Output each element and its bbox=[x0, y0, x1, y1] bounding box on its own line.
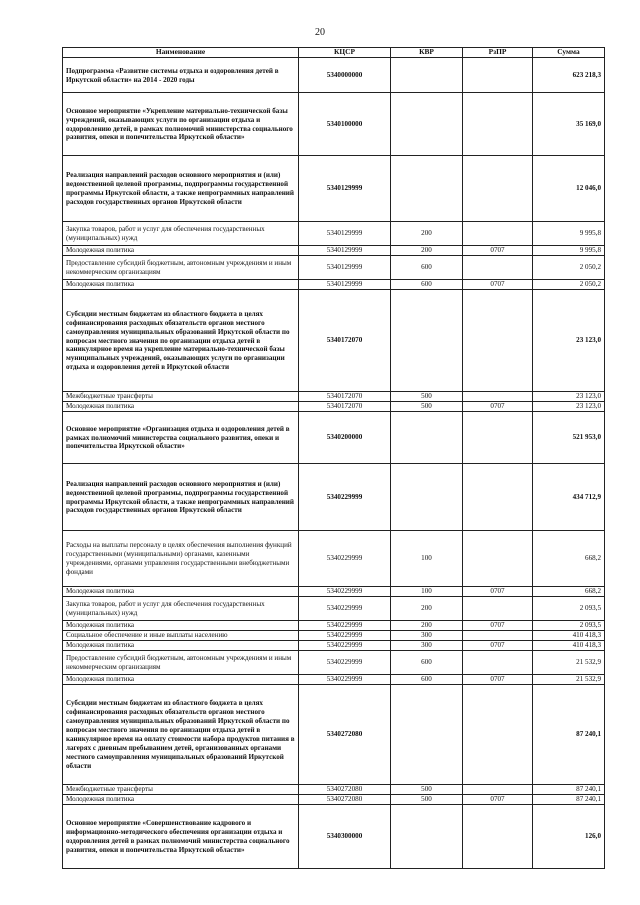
row-kcsr-cell: 5340229999 bbox=[299, 621, 391, 631]
row-sum-cell: 434 712,9 bbox=[533, 464, 605, 531]
row-kcsr-cell: 5340129999 bbox=[299, 256, 391, 280]
row-rzpr-cell bbox=[463, 222, 533, 246]
row-sum-cell: 2 050,2 bbox=[533, 280, 605, 290]
row-kvr-cell: 600 bbox=[391, 651, 463, 675]
row-rzpr-cell bbox=[463, 685, 533, 785]
row-name-cell: Подпрограмма «Развитие системы отдыха и оздоровления детей в Иркутской области» на 2014 - 2020 годы bbox=[63, 58, 299, 93]
row-name-cell: Закупка товаров, работ и услуг для обеспечения государственных (муниципальных) нужд bbox=[63, 597, 299, 621]
row-name-cell: Межбюджетные трансферты bbox=[63, 785, 299, 795]
table-row bbox=[63, 685, 605, 785]
row-sum-cell: 126,0 bbox=[533, 805, 605, 869]
row-kvr-cell: 100 bbox=[391, 531, 463, 587]
row-rzpr-cell bbox=[463, 58, 533, 93]
row-sum-cell: 623 218,3 bbox=[533, 58, 605, 93]
row-kvr-cell: 200 bbox=[391, 246, 463, 256]
table-row bbox=[63, 256, 605, 280]
row-name-cell: Молодежная политика bbox=[63, 795, 299, 805]
row-rzpr-cell bbox=[463, 805, 533, 869]
table-row bbox=[63, 290, 605, 392]
row-rzpr-cell bbox=[463, 412, 533, 464]
row-sum-cell: 2 050,2 bbox=[533, 256, 605, 280]
row-rzpr-cell bbox=[463, 464, 533, 531]
row-kcsr-cell: 5340000000 bbox=[299, 58, 391, 93]
table-row bbox=[63, 58, 605, 93]
table-row bbox=[63, 621, 605, 631]
table-row bbox=[63, 402, 605, 412]
row-name-cell: Молодежная политика bbox=[63, 246, 299, 256]
row-kvr-cell bbox=[391, 412, 463, 464]
row-kcsr-cell: 5340172070 bbox=[299, 290, 391, 392]
row-sum-cell: 2 093,5 bbox=[533, 597, 605, 621]
table-row bbox=[63, 805, 605, 869]
row-sum-cell: 23 123,0 bbox=[533, 392, 605, 402]
row-name-cell: Реализация направлений расходов основного мероприятия и (или) ведомственной целевой программы, подпрограммы государственной программы Иркутской области, а также непрограммных направлений расходов государственных органов Иркутской области bbox=[63, 156, 299, 222]
table-row bbox=[63, 531, 605, 587]
row-rzpr-cell: 0707 bbox=[463, 675, 533, 685]
row-sum-cell: 23 123,0 bbox=[533, 290, 605, 392]
row-kvr-cell: 300 bbox=[391, 631, 463, 641]
row-kcsr-cell: 5340229999 bbox=[299, 587, 391, 597]
row-name-cell: Субсидии местным бюджетам из областного бюджета в целях софинансирования расходных обязательств органов местного самоуправления муниципальных образований Иркутской области по вопросам местного значения по организации отдыха детей в каникулярное время на укрепление материально-технической базы муниципальных учреждений, оказывающих услуги по организации отдыха и оздоровления детей в Иркутской области bbox=[63, 290, 299, 392]
row-kvr-cell: 600 bbox=[391, 675, 463, 685]
row-sum-cell: 87 240,1 bbox=[533, 795, 605, 805]
row-kcsr-cell: 5340229999 bbox=[299, 531, 391, 587]
table-row bbox=[63, 246, 605, 256]
row-rzpr-cell bbox=[463, 597, 533, 621]
table-body bbox=[63, 58, 605, 869]
row-rzpr-cell bbox=[463, 392, 533, 402]
row-rzpr-cell bbox=[463, 256, 533, 280]
row-kvr-cell: 600 bbox=[391, 256, 463, 280]
row-kcsr-cell: 5340200000 bbox=[299, 412, 391, 464]
row-kcsr-cell: 5340229999 bbox=[299, 597, 391, 621]
table-row bbox=[63, 412, 605, 464]
row-kvr-cell: 200 bbox=[391, 621, 463, 631]
row-kvr-cell bbox=[391, 464, 463, 531]
row-name-cell: Закупка товаров, работ и услуг для обеспечения государственных (муниципальных) нужд bbox=[63, 222, 299, 246]
row-sum-cell: 87 240,1 bbox=[533, 685, 605, 785]
row-rzpr-cell: 0707 bbox=[463, 280, 533, 290]
row-kvr-cell: 500 bbox=[391, 785, 463, 795]
row-rzpr-cell: 0707 bbox=[463, 402, 533, 412]
row-kvr-cell bbox=[391, 156, 463, 222]
row-rzpr-cell bbox=[463, 290, 533, 392]
row-name-cell: Молодежная политика bbox=[63, 675, 299, 685]
row-kcsr-cell: 5340229999 bbox=[299, 651, 391, 675]
row-kvr-cell: 500 bbox=[391, 795, 463, 805]
row-name-cell: Основное мероприятие «Укрепление материально-технической базы учреждений, оказывающих услуги по организации отдыха и оздоровлению детей, в рамках полномочий министерства социального развития, опеки и попечительства Иркутской области» bbox=[63, 93, 299, 156]
row-kvr-cell: 500 bbox=[391, 392, 463, 402]
table-row bbox=[63, 392, 605, 402]
row-kcsr-cell: 5340229999 bbox=[299, 631, 391, 641]
table-row bbox=[63, 631, 605, 641]
row-kvr-cell: 500 bbox=[391, 402, 463, 412]
row-sum-cell: 410 418,3 bbox=[533, 631, 605, 641]
row-kcsr-cell: 5340229999 bbox=[299, 464, 391, 531]
row-kvr-cell bbox=[391, 290, 463, 392]
table-row bbox=[63, 785, 605, 795]
row-kcsr-cell: 5340272080 bbox=[299, 785, 391, 795]
table-row bbox=[63, 641, 605, 651]
row-rzpr-cell bbox=[463, 785, 533, 795]
row-kvr-cell bbox=[391, 805, 463, 869]
table-row bbox=[63, 597, 605, 621]
row-sum-cell: 410 418,3 bbox=[533, 641, 605, 651]
row-kvr-cell: 200 bbox=[391, 222, 463, 246]
table-row bbox=[63, 280, 605, 290]
table-row bbox=[63, 587, 605, 597]
row-sum-cell: 23 123,0 bbox=[533, 402, 605, 412]
row-kvr-cell bbox=[391, 93, 463, 156]
table-row bbox=[63, 675, 605, 685]
header-sum: Сумма bbox=[533, 48, 605, 58]
table-row bbox=[63, 222, 605, 246]
table-row bbox=[63, 93, 605, 156]
row-kcsr-cell: 5340129999 bbox=[299, 156, 391, 222]
row-kvr-cell: 600 bbox=[391, 280, 463, 290]
row-rzpr-cell: 0707 bbox=[463, 587, 533, 597]
row-sum-cell: 521 953,0 bbox=[533, 412, 605, 464]
row-kvr-cell bbox=[391, 685, 463, 785]
row-rzpr-cell: 0707 bbox=[463, 795, 533, 805]
row-kvr-cell bbox=[391, 58, 463, 93]
row-kcsr-cell: 5340129999 bbox=[299, 246, 391, 256]
row-kcsr-cell: 5340272080 bbox=[299, 795, 391, 805]
row-sum-cell: 12 046,0 bbox=[533, 156, 605, 222]
row-kcsr-cell: 5340172070 bbox=[299, 402, 391, 412]
row-rzpr-cell: 0707 bbox=[463, 246, 533, 256]
page-number: 20 bbox=[315, 27, 325, 38]
row-sum-cell: 668,2 bbox=[533, 531, 605, 587]
header-name: Наименование bbox=[63, 48, 299, 58]
row-name-cell: Молодежная политика bbox=[63, 621, 299, 631]
row-rzpr-cell bbox=[463, 156, 533, 222]
row-sum-cell: 21 532,9 bbox=[533, 651, 605, 675]
table-row bbox=[63, 795, 605, 805]
row-sum-cell: 668,2 bbox=[533, 587, 605, 597]
header-kvr: КВР bbox=[391, 48, 463, 58]
row-kcsr-cell: 5340300000 bbox=[299, 805, 391, 869]
row-rzpr-cell bbox=[463, 651, 533, 675]
row-kcsr-cell: 5340100000 bbox=[299, 93, 391, 156]
row-sum-cell: 21 532,9 bbox=[533, 675, 605, 685]
table-header-row bbox=[63, 48, 605, 58]
budget-table bbox=[62, 47, 605, 869]
header-rzpr: РзПР bbox=[463, 48, 533, 58]
row-sum-cell: 9 995,8 bbox=[533, 246, 605, 256]
row-name-cell: Молодежная политика bbox=[63, 402, 299, 412]
table-row bbox=[63, 464, 605, 531]
row-sum-cell: 35 169,0 bbox=[533, 93, 605, 156]
row-name-cell: Реализация направлений расходов основного мероприятия и (или) ведомственной целевой программы, подпрограммы государственной программы Иркутской области, а также непрограммных направлений расходов государственных органов Иркутской области bbox=[63, 464, 299, 531]
row-rzpr-cell bbox=[463, 531, 533, 587]
row-name-cell: Молодежная политика bbox=[63, 280, 299, 290]
row-name-cell: Молодежная политика bbox=[63, 587, 299, 597]
row-kcsr-cell: 5340129999 bbox=[299, 280, 391, 290]
row-name-cell: Предоставление субсидий бюджетным, автономным учреждениям и иным некоммерческим организациям bbox=[63, 651, 299, 675]
row-name-cell: Межбюджетные трансферты bbox=[63, 392, 299, 402]
row-name-cell: Предоставление субсидий бюджетным, автономным учреждениям и иным некоммерческим организациям bbox=[63, 256, 299, 280]
row-name-cell: Расходы на выплаты персоналу в целях обеспечения выполнения функций государственными (муниципальными) органами, казенными учреждениями, органами управления государственными внебюджетными фондами bbox=[63, 531, 299, 587]
row-rzpr-cell: 0707 bbox=[463, 621, 533, 631]
row-kvr-cell: 200 bbox=[391, 597, 463, 621]
row-rzpr-cell: 0707 bbox=[463, 641, 533, 651]
row-kcsr-cell: 5340172070 bbox=[299, 392, 391, 402]
row-sum-cell: 2 093,5 bbox=[533, 621, 605, 631]
row-kcsr-cell: 5340229999 bbox=[299, 641, 391, 651]
row-kvr-cell: 300 bbox=[391, 641, 463, 651]
row-kvr-cell: 100 bbox=[391, 587, 463, 597]
row-name-cell: Основное мероприятие «Организация отдыха и оздоровления детей в рамках полномочий министерства социального развития, опеки и попечительства Иркутской области» bbox=[63, 412, 299, 464]
table-row bbox=[63, 156, 605, 222]
row-name-cell: Основное мероприятие «Совершенствование кадрового и информационно-методического обеспечения организации отдыха и оздоровления детей в рамках полномочий министерства социального развития, опеки и попечительства Иркутской области» bbox=[63, 805, 299, 869]
row-rzpr-cell bbox=[463, 631, 533, 641]
header-kcsr: КЦСР bbox=[299, 48, 391, 58]
row-name-cell: Субсидии местным бюджетам из областного бюджета в целях софинансирования расходных обязательств органов местного самоуправления муниципальных образований Иркутской области по вопросам местного значения по организации отдыха детей в каникулярное время на оплату стоимости набора продуктов питания в лагерях с дневным пребыванием детей, организованных органами местного самоуправления муниципальных образований Иркутской области bbox=[63, 685, 299, 785]
row-name-cell: Молодежная политика bbox=[63, 641, 299, 651]
row-sum-cell: 87 240,1 bbox=[533, 785, 605, 795]
row-kcsr-cell: 5340129999 bbox=[299, 222, 391, 246]
table-row bbox=[63, 651, 605, 675]
row-name-cell: Социальное обеспечение и иные выплаты населению bbox=[63, 631, 299, 641]
row-rzpr-cell bbox=[463, 93, 533, 156]
row-kcsr-cell: 5340272080 bbox=[299, 685, 391, 785]
row-sum-cell: 9 995,8 bbox=[533, 222, 605, 246]
row-kcsr-cell: 5340229999 bbox=[299, 675, 391, 685]
